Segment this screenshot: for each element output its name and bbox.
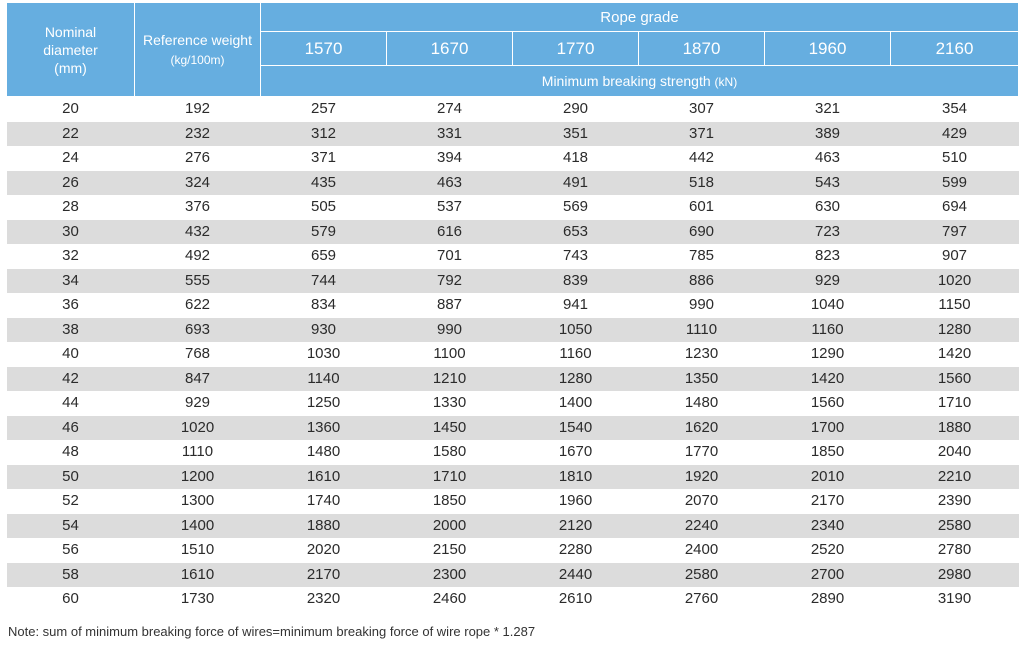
strength-cell: 2300 (387, 563, 513, 588)
strength-cell: 2980 (891, 563, 1019, 588)
table-row (7, 244, 1019, 269)
strength-cell: 694 (941, 198, 968, 216)
diameter-cell: 50 (7, 465, 135, 490)
diameter-cell: 56 (62, 541, 79, 559)
weight-cell: 929 (184, 394, 211, 412)
strength-cell: 601 (688, 198, 715, 216)
strength-cell: 2240 (639, 514, 765, 539)
strength-cell: 1710 (937, 394, 972, 412)
diameter-cell: 42 (7, 367, 135, 392)
strength-cell: 1960 (558, 492, 593, 510)
strength-cell: 371 (310, 149, 337, 167)
strength-cell: 537 (436, 198, 463, 216)
table-row (7, 465, 1019, 490)
weight-cell: 1610 (135, 563, 261, 588)
strength-cell: 2400 (684, 541, 719, 559)
strength-cell: 1040 (810, 296, 845, 314)
strength-cell: 1100 (433, 345, 466, 363)
strength-cell: 1160 (559, 345, 592, 363)
weight-cell: 622 (184, 296, 211, 314)
strength-cell: 2780 (937, 541, 972, 559)
weight-cell: 1200 (135, 465, 261, 490)
table-row (7, 293, 1019, 318)
strength-cell: 2390 (937, 492, 972, 510)
strength-cell: 1420 (937, 345, 972, 363)
strength-cell: 1670 (558, 443, 593, 461)
weight-cell: 693 (135, 318, 261, 343)
weight-cell: 768 (184, 345, 211, 363)
strength-cell: 1360 (261, 416, 387, 441)
strength-cell: 2280 (558, 541, 593, 559)
rope-strength-table (6, 2, 1019, 612)
table-row (7, 514, 1019, 539)
strength-cell: 442 (688, 149, 715, 167)
strength-cell: 930 (261, 318, 387, 343)
table-row (7, 416, 1019, 441)
strength-cell: 1110 (639, 318, 765, 343)
weight-cell: 1400 (135, 514, 261, 539)
diameter-cell: 28 (62, 198, 79, 216)
strength-cell: 463 (814, 149, 841, 167)
strength-cell: 653 (513, 220, 639, 245)
strength-cell: 1480 (684, 394, 719, 412)
strength-cell: 1880 (891, 416, 1019, 441)
diameter-cell: 30 (7, 220, 135, 245)
strength-cell: 307 (688, 100, 715, 118)
weight-cell: 492 (184, 247, 211, 265)
strength-cell: 510 (941, 149, 968, 167)
grade-1570-header: 1570 (261, 32, 387, 66)
grade-2160-header: 2160 (891, 32, 1019, 66)
strength-cell: 1210 (387, 367, 513, 392)
strength-cell: 1030 (306, 345, 341, 363)
diameter-cell: 60 (62, 590, 79, 608)
strength-cell: 491 (513, 171, 639, 196)
footnote: Note: sum of minimum breaking force of wires=minimum breaking force of wire rope * 1.287 (8, 624, 536, 639)
weight-cell: 555 (135, 269, 261, 294)
strength-cell: 659 (310, 247, 337, 265)
strength-cell: 354 (941, 100, 968, 118)
table-row (7, 489, 1019, 514)
table-row (7, 440, 1019, 465)
strength-cell: 1450 (387, 416, 513, 441)
diameter-cell: 26 (7, 171, 135, 196)
strength-cell: 2460 (432, 590, 467, 608)
strength-cell: 463 (387, 171, 513, 196)
table-row (7, 220, 1019, 245)
strength-cell: 941 (562, 296, 589, 314)
strength-cell: 743 (562, 247, 589, 265)
diameter-cell: 40 (62, 345, 79, 363)
table-row (7, 122, 1019, 147)
strength-cell: 351 (513, 122, 639, 147)
strength-cell: 907 (941, 247, 968, 265)
strength-cell: 886 (639, 269, 765, 294)
strength-cell: 834 (310, 296, 337, 314)
strength-cell: 2520 (810, 541, 845, 559)
strength-cell: 2150 (432, 541, 467, 559)
diameter-cell: 22 (7, 122, 135, 147)
strength-cell: 321 (814, 100, 841, 118)
grade-1770-header: 1770 (513, 32, 639, 66)
strength-cell: 1400 (558, 394, 593, 412)
weight-cell: 376 (184, 198, 211, 216)
diameter-cell: 46 (7, 416, 135, 441)
strength-cell: 2000 (387, 514, 513, 539)
weight-cell: 324 (135, 171, 261, 196)
strength-cell: 1540 (513, 416, 639, 441)
weight-cell: 232 (135, 122, 261, 147)
strength-cell: 823 (814, 247, 841, 265)
weight-cell: 276 (184, 149, 211, 167)
strength-cell: 887 (436, 296, 463, 314)
strength-cell: 2320 (306, 590, 341, 608)
strength-cell: 518 (639, 171, 765, 196)
strength-cell: 1880 (261, 514, 387, 539)
strength-cell: 2440 (513, 563, 639, 588)
strength-cell: 1770 (684, 443, 719, 461)
strength-cell: 435 (261, 171, 387, 196)
table-row (7, 367, 1019, 392)
strength-cell: 990 (688, 296, 715, 314)
rope-grade-header: Rope grade (261, 3, 1019, 32)
reference-weight-label: Reference weight (143, 31, 252, 48)
strength-cell: 2580 (639, 563, 765, 588)
strength-cell: 1140 (261, 367, 387, 392)
diameter-cell: 20 (62, 100, 79, 118)
grade-1870-header: 1870 (639, 32, 765, 66)
strength-cell: 290 (562, 100, 589, 118)
strength-cell: 1580 (432, 443, 467, 461)
diameter-cell: 48 (62, 443, 79, 461)
table-row (7, 97, 1019, 122)
strength-cell: 2170 (810, 492, 845, 510)
nominal-diameter-header (7, 3, 135, 97)
table-row (7, 342, 1019, 367)
strength-cell: 1050 (513, 318, 639, 343)
table-row (7, 269, 1019, 294)
table-row (7, 318, 1019, 343)
strength-cell: 839 (513, 269, 639, 294)
strength-cell: 1230 (684, 345, 719, 363)
weight-cell: 432 (135, 220, 261, 245)
table-row (7, 563, 1019, 588)
strength-cell: 394 (436, 149, 463, 167)
min-breaking-strength-unit: (kN) (714, 75, 738, 89)
strength-cell: 1610 (261, 465, 387, 490)
strength-cell: 792 (387, 269, 513, 294)
strength-cell: 2170 (261, 563, 387, 588)
strength-cell: 2010 (765, 465, 891, 490)
strength-cell: 2070 (684, 492, 719, 510)
strength-cell: 929 (765, 269, 891, 294)
strength-cell: 1160 (765, 318, 891, 343)
reference-weight-unit: (kg/100m) (170, 52, 225, 67)
min-breaking-strength-header (261, 66, 1019, 97)
diameter-cell: 34 (7, 269, 135, 294)
strength-cell: 1920 (639, 465, 765, 490)
strength-cell: 2340 (765, 514, 891, 539)
diameter-cell: 58 (7, 563, 135, 588)
grade-1960-header: 1960 (765, 32, 891, 66)
weight-cell: 1110 (181, 443, 214, 461)
strength-cell: 1150 (938, 296, 971, 314)
strength-cell: 797 (891, 220, 1019, 245)
strength-cell: 418 (562, 149, 589, 167)
table-row (7, 171, 1019, 196)
weight-cell: 1510 (180, 541, 215, 559)
strength-cell: 1350 (639, 367, 765, 392)
diameter-cell: 38 (7, 318, 135, 343)
strength-cell: 785 (688, 247, 715, 265)
table-row (7, 538, 1019, 563)
min-breaking-strength-label: Minimum breaking strength (541, 73, 711, 89)
table-row (7, 391, 1019, 416)
strength-cell: 599 (891, 171, 1019, 196)
strength-cell: 2760 (684, 590, 719, 608)
strength-cell: 616 (387, 220, 513, 245)
strength-cell: 2210 (891, 465, 1019, 490)
strength-cell: 1710 (387, 465, 513, 490)
weight-cell: 1730 (180, 590, 215, 608)
strength-cell: 1560 (810, 394, 845, 412)
strength-cell: 274 (436, 100, 463, 118)
strength-cell: 1280 (513, 367, 639, 392)
strength-cell: 1280 (891, 318, 1019, 343)
strength-cell: 1420 (765, 367, 891, 392)
strength-cell: 630 (814, 198, 841, 216)
strength-cell: 2610 (558, 590, 593, 608)
strength-cell: 701 (436, 247, 463, 265)
nominal-diameter-label: Nominal diameter (mm) (43, 23, 98, 76)
diameter-cell: 36 (62, 296, 79, 314)
strength-cell: 543 (765, 171, 891, 196)
weight-cell: 1020 (135, 416, 261, 441)
table-body (7, 97, 1019, 612)
strength-cell: 1810 (513, 465, 639, 490)
diameter-cell: 32 (62, 247, 79, 265)
strength-cell: 257 (310, 100, 337, 118)
strength-cell: 3190 (937, 590, 972, 608)
strength-cell: 744 (261, 269, 387, 294)
strength-cell: 1850 (810, 443, 845, 461)
table-row (7, 587, 1019, 612)
strength-cell: 690 (639, 220, 765, 245)
strength-cell: 569 (562, 198, 589, 216)
table-row (7, 195, 1019, 220)
strength-cell: 1020 (891, 269, 1019, 294)
table-row (7, 146, 1019, 171)
diameter-cell: 24 (62, 149, 79, 167)
strength-cell: 1290 (810, 345, 845, 363)
strength-cell: 1330 (432, 394, 467, 412)
reference-weight-header (135, 3, 261, 97)
strength-cell: 371 (639, 122, 765, 147)
strength-cell: 579 (261, 220, 387, 245)
weight-cell: 847 (135, 367, 261, 392)
strength-cell: 2040 (937, 443, 972, 461)
strength-cell: 2890 (810, 590, 845, 608)
strength-cell: 1480 (306, 443, 341, 461)
strength-cell: 1850 (432, 492, 467, 510)
diameter-cell: 54 (7, 514, 135, 539)
weight-cell: 1300 (180, 492, 215, 510)
strength-cell: 2700 (765, 563, 891, 588)
strength-cell: 2020 (306, 541, 341, 559)
strength-cell: 1250 (306, 394, 341, 412)
strength-cell: 2120 (513, 514, 639, 539)
strength-cell: 429 (891, 122, 1019, 147)
diameter-cell: 52 (62, 492, 79, 510)
strength-cell: 1560 (891, 367, 1019, 392)
strength-cell: 2580 (891, 514, 1019, 539)
grade-1670-header: 1670 (387, 32, 513, 66)
strength-cell: 389 (765, 122, 891, 147)
strength-cell: 990 (387, 318, 513, 343)
strength-cell: 331 (387, 122, 513, 147)
strength-cell: 1700 (765, 416, 891, 441)
strength-cell: 1620 (639, 416, 765, 441)
strength-cell: 1740 (306, 492, 341, 510)
strength-cell: 723 (765, 220, 891, 245)
diameter-cell: 44 (62, 394, 79, 412)
strength-cell: 312 (261, 122, 387, 147)
weight-cell: 192 (184, 100, 211, 118)
strength-cell: 505 (310, 198, 337, 216)
